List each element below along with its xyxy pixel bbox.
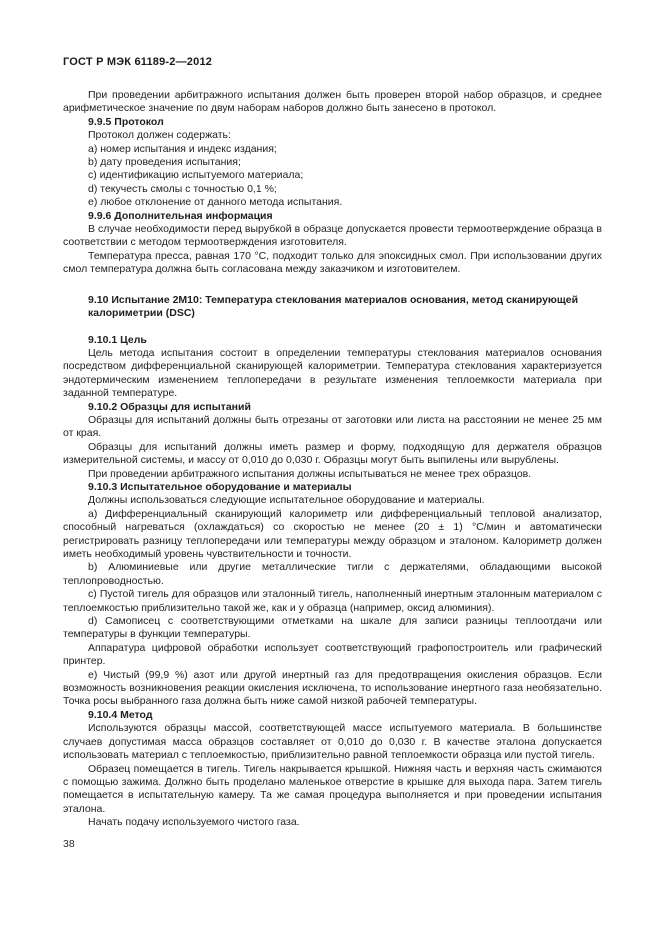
list-item-d: d) текучесть смолы с точностью 0,1 %; (88, 182, 277, 195)
equipment-item-c: c) Пустой тигель для образцов или эталонный тигель, наполненный инертным эталонным материалом с теплоемкостью приблизительно такой же, как и у образца (например, оксид алюминия). (63, 588, 602, 614)
equipment-item-a: a) Дифференциальный сканирующий калориметр или дифференциальный тепловой анализатор, способный нагреваться (охлаждаться) со скоростью не менее (20 ± 1) °С/мин и автоматически регистрировать разницу теплопередачи или температуры между образцом и эталоном. Калориметр должен иметь необходимый уровень чувствительности и точности. (63, 507, 602, 560)
paragraph-equipment-intro: Должны использоваться следующие испытательное оборудование и материалы. (88, 494, 485, 507)
heading-9-10-1: 9.10.1 Цель (88, 333, 147, 346)
list-item-e: e) любое отклонение от данного метода испытания. (88, 196, 343, 209)
heading-9-10-4: 9.10.4 Метод (88, 708, 153, 721)
heading-9-10-3: 9.10.3 Испытательное оборудование и материалы (88, 480, 352, 493)
equipment-item-b: b) Алюминиевые или другие металлические тигли с держателями, обладающими высокой теплопроводностью. (63, 561, 602, 587)
equipment-item-e: e) Чистый (99,9 %) азот или другой инертный газ для предотвращения окисления образцов. Если возможность возникновения реакции окисления исключена, то использование инертного газа необязательно. Точка росы выбранного газа должна быть ниже самой низкой рабочей температуры. (63, 668, 602, 708)
paragraph-press-temperature: Температура пресса, равная 170 °С, подходит только для эпоксидных смол. При использовании других смол температура должна быть согласована между заказчиком и изготовителем. (63, 249, 602, 276)
paragraph-thermoset-note: В случае необходимости перед вырубкой в образце допускается провести термоотверждение образца в соответствии с методом термоотверждения изготовителя. (63, 223, 602, 249)
paragraph-method-gas: Начать подачу используемого чистого газа. (88, 816, 300, 829)
heading-9-9-6: 9.9.6 Дополнительная информация (88, 209, 273, 222)
paragraph-specimen-size: Образцы для испытаний должны иметь размер и форму, подходящую для держателя образцов измерительной системы, и массу от 0,010 до 0,030 г. Образцы могут быть выпилены или вырублены. (63, 440, 602, 467)
heading-9-9-5: 9.9.5 Протокол (88, 115, 164, 128)
paragraph-method-crucible: Образец помещается в тигель. Тигель накрывается крышкой. Нижняя часть и верхняя часть сжимаются с помощью зажима. Должно быть проделано маленькое отверстие в крышке для выхода пара. Затем тигель помещается в испытательную камеру. Та же самая процедура выполняется и при проведении испытания эталона. (63, 762, 602, 815)
paragraph-purpose: Цель метода испытания состоит в определении температуры стеклования материалов основания посредством дифференциальной сканирующей калориметрии. Температура стеклования характеризуется эндотермическим изменением теплопередачи в результате изменения теплоемкости материала при заданной температуре. (63, 346, 602, 400)
paragraph-method-mass: Используются образцы массой, соответствующей массе испытуемого материала. В большинстве случаев допустимая масса образцов составляет от 0,010 до 0,030 г. В качестве эталона допускается использовать материал с теплоемкостью, приблизительно равной теплоемкости образца или пустой тигель. (63, 722, 602, 762)
list-item-c: c) идентификацию испытуемого материала; (88, 169, 304, 182)
document-header: ГОСТ Р МЭК 61189-2—2012 (63, 56, 213, 68)
page-number: 38 (63, 838, 75, 850)
paragraph-specimen-count: При проведении арбитражного испытания должны испытываться не менее трех образцов. (88, 467, 532, 480)
list-item-b: b) дату проведения испытания; (88, 156, 241, 169)
paragraph-protocol-intro: Протокол должен содержать: (88, 129, 231, 142)
paragraph-specimen-cut: Образцы для испытаний должны быть отрезаны от заготовки или листа на расстоянии не менее 25 мм от края. (63, 413, 602, 440)
paragraph-digital-apparatus: Аппаратура цифровой обработки использует соответствующий графопостроитель или графический принтер. (63, 641, 602, 668)
equipment-item-d: d) Самописец с соответствующими отметками на шкале для записи разницы теплоотдачи или температуры в функции температуры. (63, 615, 602, 641)
section-heading-9-10: 9.10 Испытание 2М10: Температура стеклования материалов основания, метод сканирующей калориметрии (DSC) (88, 293, 579, 320)
document-body (63, 89, 602, 830)
list-item-a: a) номер испытания и индекс издания; (88, 142, 277, 155)
heading-9-10-2: 9.10.2 Образцы для испытаний (88, 400, 251, 413)
paragraph-arbitration-retest: При проведении арбитражного испытания должен быть проверен второй набор образцов, и среднее арифметическое значение по двум наборам наборов должно быть занесено в протокол. (63, 89, 602, 115)
